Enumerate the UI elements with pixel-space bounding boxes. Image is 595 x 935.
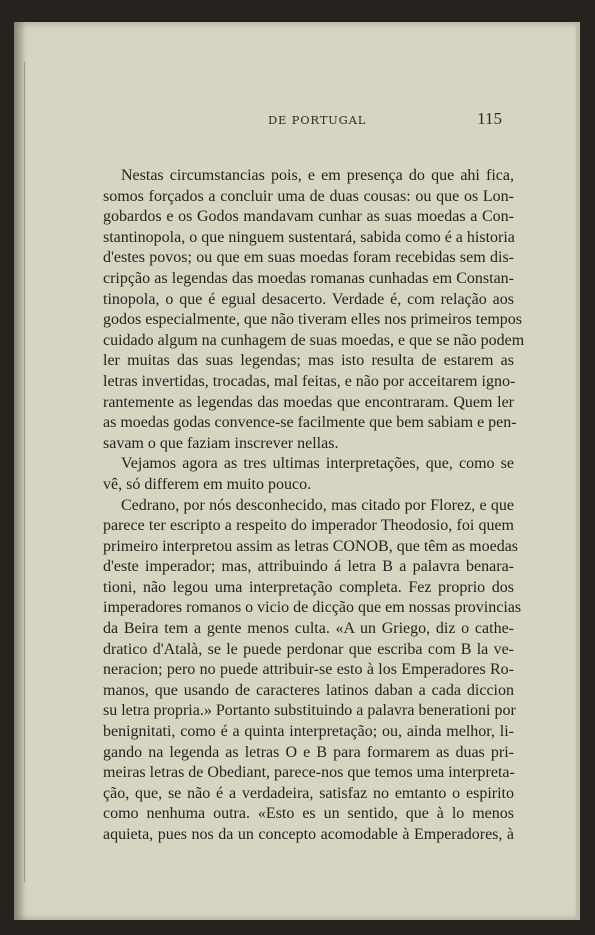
text-line: gobardos e os Godos mandavam cunhar as suas moedas a Con- <box>103 208 514 226</box>
text-line: letras invertidas, trocadas, mal feitas, e não por acceitarem igno- <box>103 372 516 390</box>
text-line: d'estes povos; ou que em suas moedas foram recebidas sem dis- <box>103 249 514 267</box>
running-header <box>14 111 580 131</box>
text-line: d'este imperador; mas, attribuindo á letra B a palavra benara- <box>103 558 514 576</box>
text-line: Cedrano, por nós desconhecido, mas citado por Florez, e que <box>121 496 514 514</box>
text-line: stantinopola, o que ninguem sustentará, sabida como é a historia <box>103 228 515 246</box>
text-line: neracion; pero no puede attribuir-se esto à los Emperadores Ro- <box>103 661 514 679</box>
text-line: godos especialmente, que não tiveram elles nos primeiros tempos <box>103 311 522 329</box>
text-line: su letra propria.» Portanto substituindo a palavra benerationi por <box>103 702 516 720</box>
text-line: meiras letras de Obediant, parece-nos que temos uma interpreta- <box>103 764 515 782</box>
gutter-line <box>24 62 25 882</box>
text-line: ção, que, se não é a verdadeira, satisfaz no emtanto o espirito <box>103 784 514 802</box>
text-line: as moedas godas convence-se facilmente que bem sabiam e pen- <box>103 414 517 432</box>
text-line: rantemente as legendas das moedas que encontraram. Quem ler <box>103 393 514 411</box>
text-line: vê, só differem em muito pouco. <box>103 475 312 493</box>
text-line: benignitati, como é a quinta interpretação; ou, ainda melhor, li- <box>103 723 514 741</box>
text-line: Nestas circumstancias pois, e em presença do que ahi fica, <box>121 167 514 184</box>
text-line: como nenhuma outra. «Esto es un sentido, que à lo menos <box>103 805 514 823</box>
text-line: savam o que faziam inscrever nellas. <box>103 434 339 452</box>
text-line: manos, que usando de caracteres latinos daban a cada diccion <box>103 681 514 699</box>
page-edge <box>576 22 580 920</box>
text-line: gando na legenda as letras O e B para formarem as duas pri- <box>103 743 514 761</box>
text-line: Vejamos agora as tres ultimas interpretações, que, como se <box>121 455 514 473</box>
book-page <box>14 22 580 920</box>
running-title: DE PORTUGAL <box>268 113 367 127</box>
text-line: cuidado algum na cunhagem de suas moedas, e que se não podem <box>103 331 525 349</box>
body-text <box>103 166 525 846</box>
text-line: aquieta, pues nos da un concepto acomodable à Emperadores, à <box>103 826 514 843</box>
text-line: dratico d'Atalà, se le puede perdonar que escriba com B la ve- <box>103 640 514 658</box>
text-line: primeiro interpretou assim as letras CONOB, que têm as moedas <box>103 537 519 555</box>
text-line: somos forçados a concluir uma de duas cousas: ou que os Lon- <box>103 187 514 205</box>
page-number: 115 <box>477 109 502 128</box>
text-line: cripção as legendas das moedas romanas cunhadas em Constan- <box>103 269 514 287</box>
text-line: parece ter escripto a respeito do imperador Theodosio, foi quem <box>103 517 514 535</box>
text-line: da Beira tem a gente menos culta. «A un Griego, diz o cathe- <box>103 620 514 638</box>
text-line: tinopola, o que é egual desacerto. Verdade é, com relação aos <box>103 290 514 308</box>
text-line: imperadores romanos o vicio de dicção que em nossas provincias <box>103 599 522 617</box>
text-line: ler muitas das suas legendas; mas isto resulta de estarem as <box>103 352 514 370</box>
text-line: tioni, não legou uma interpretação completa. Fez proprio dos <box>103 578 514 596</box>
